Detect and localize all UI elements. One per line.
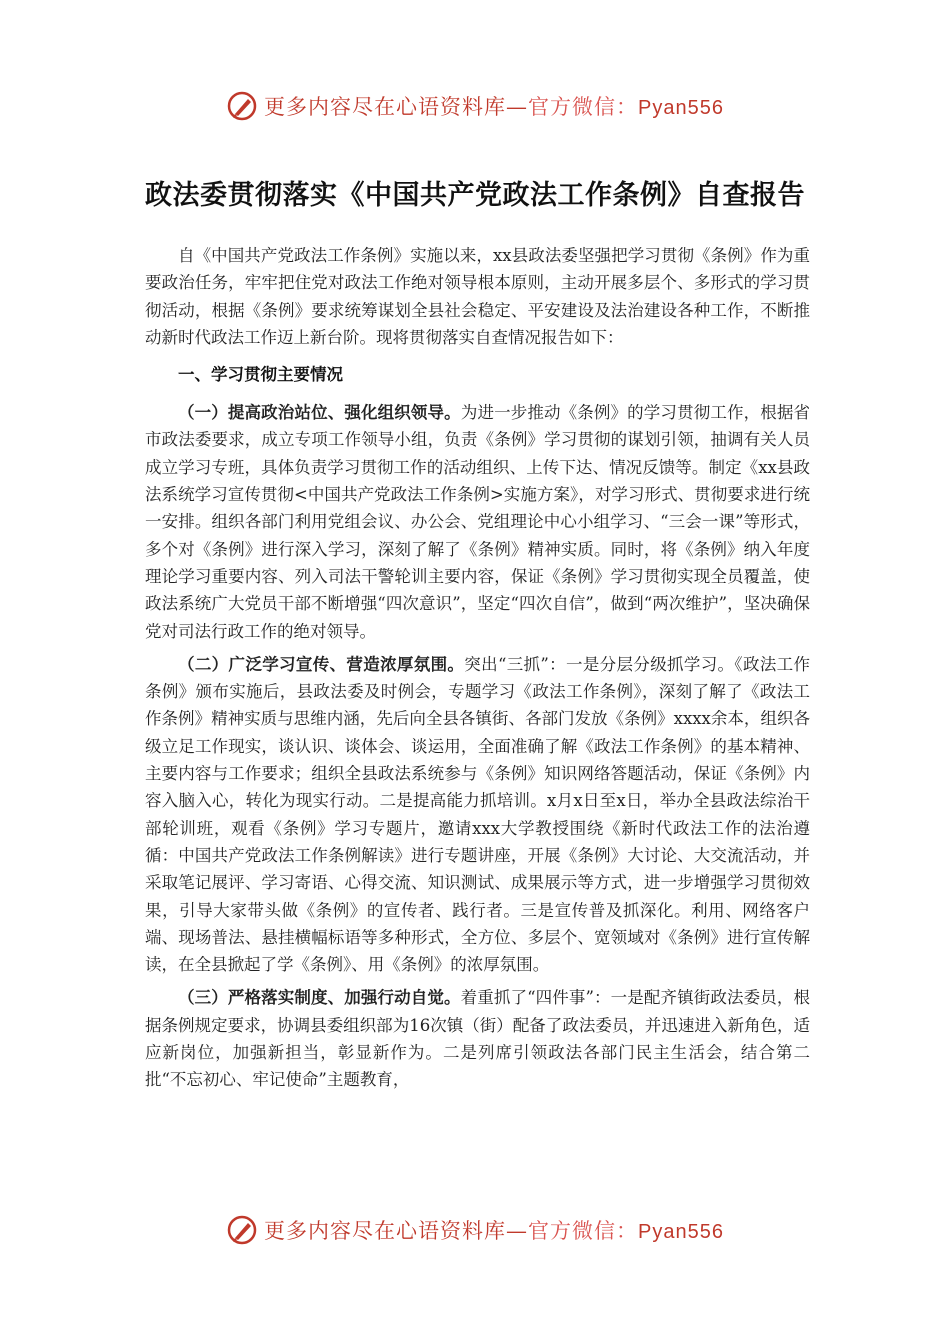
banner-text (264, 91, 724, 121)
footer-banner (0, 1210, 950, 1250)
paragraph-2 (145, 651, 810, 979)
paragraph-3-body: 着重抓了“四件事”：一是配齐镇街政法委员，根据条例规定要求，协调县委组织部为16次镇（街）配备了政法委员，并迅速进入新角色，适应新岗位，加强新担当，彰显新作为。二是列席引领政法各部门民主生活会，结合第二批“不忘初心、牢记使命”主题教育， (145, 988, 811, 1090)
header-banner (0, 86, 950, 126)
paragraph-2-body: 突出“三抓”：一是分层分级抓学习。《政法工作条例》颁布实施后，县政法委及时例会，专题学习《政法工作条例》，深刻了解了《政法工作条例》精神实质与思维内涵，先后向全县各镇街、各部门发放《条例》xxxx余本，组织各级立足工作现实，谈认识、谈体会、谈运用，全面准确了解《政法工作条例》的基本精神、主要内容与工作要求；组织全县政法系统参与《条例》知识网络答题活动，保证《条例》内容入脑入心，转化为现实行动。二是提高能力抓培训。x月x日至x日，举办全县政法综治干部轮训班，观看《条例》学习专题片，邀请xxx大学教授围绕《新时代政法工作的法治遵循：中国共产党政法工作条例解读》进行专题讲座，开展《条例》大讨论、大交流活动，并采取笔记展评、学习寄语、心得交流、知识测试、成果展示等方式，进一步增强学习贯彻效果，引导大家带头做《条例》的宣传者、践行者。三是宣传普及抓深化。利用、网络客户端、现场普法、悬挂横幅标语等多种形式，全方位、多层个、宽领域对《条例》进行宣传解读，在全县掀起了学《条例》、用《条例》的浓厚氛围。 (145, 654, 811, 975)
paragraph-2-lead: （二）广泛学习宣传、营造浓厚氛围。 (178, 654, 465, 674)
banner-wechat-label: 官方微信： (528, 95, 639, 119)
document-title: 政法委贯彻落实《中国共产党政法工作条例》自查报告 (145, 180, 805, 211)
banner-site-text: 更多内容尽在心语资料库 (264, 95, 507, 119)
paragraph-3-lead: （三）严格落实制度、加强行动自觉。 (178, 988, 461, 1008)
banner-account: Pyan556 (638, 97, 724, 119)
paragraph-1-body: 为进一步推动《条例》的学习贯彻工作，根据省市政法委要求，成立专项工作领导小组，负责《条例》学习贯彻的谋划引领，抽调有关人员成立学习专班，具体负责学习贯彻工作的活动组织、上传下达、情况反馈等。制定《xx县政法系统学习宣传贯彻<中国共产党政法工作条例>实施方案》，对学习形式、贯彻要求进行统一安排。组织各部门利用党组会议、办公会、党组理论中心小组学习、“三会一课”等形式，多个对《条例》进行深入学习，深刻了解了《条例》精神实质。同时，将《条例》纳入年度理论学习重要内容、列入司法干警轮训主要内容，保证《条例》学习贯彻实现全员覆盖，使政法系统广大党员干部不断增强“四次意识”，坚定“四次自信”，做到“两次维护”，坚决确保党对司法行政工作的绝对领导。 (145, 403, 811, 641)
pen-logo-icon (226, 90, 258, 122)
banner-separator: — (506, 1219, 529, 1243)
banner-text (264, 1215, 724, 1245)
intro-paragraph: 自《中国共产党政法工作条例》实施以来，xx县政法委坚强把学习贯彻《条例》作为重要政治任务，牢牢把住党对政法工作绝对领导根本原则，主动开展多层个、多形式的学习贯彻活动，根据《条例》要求统筹谋划全县社会稳定、平安建设及法治建设各种工作，不断推动新时代政法工作迈上新台阶。现将贯彻落实自查情况报告如下： (145, 246, 810, 347)
paragraph-3 (145, 984, 810, 1093)
paragraph-1 (145, 399, 810, 645)
banner-site-text: 更多内容尽在心语资料库 (264, 1219, 507, 1243)
banner-wechat-label: 官方微信： (528, 1219, 639, 1243)
document-body (145, 172, 810, 1100)
paragraph-1-lead: （一）提高政治站位、强化组织领导。 (178, 403, 461, 423)
banner-account: Pyan556 (638, 1221, 724, 1243)
pen-logo-icon (226, 1214, 258, 1246)
section-heading: 一、学习贯彻主要情况 (178, 365, 343, 385)
banner-separator: — (506, 95, 529, 119)
